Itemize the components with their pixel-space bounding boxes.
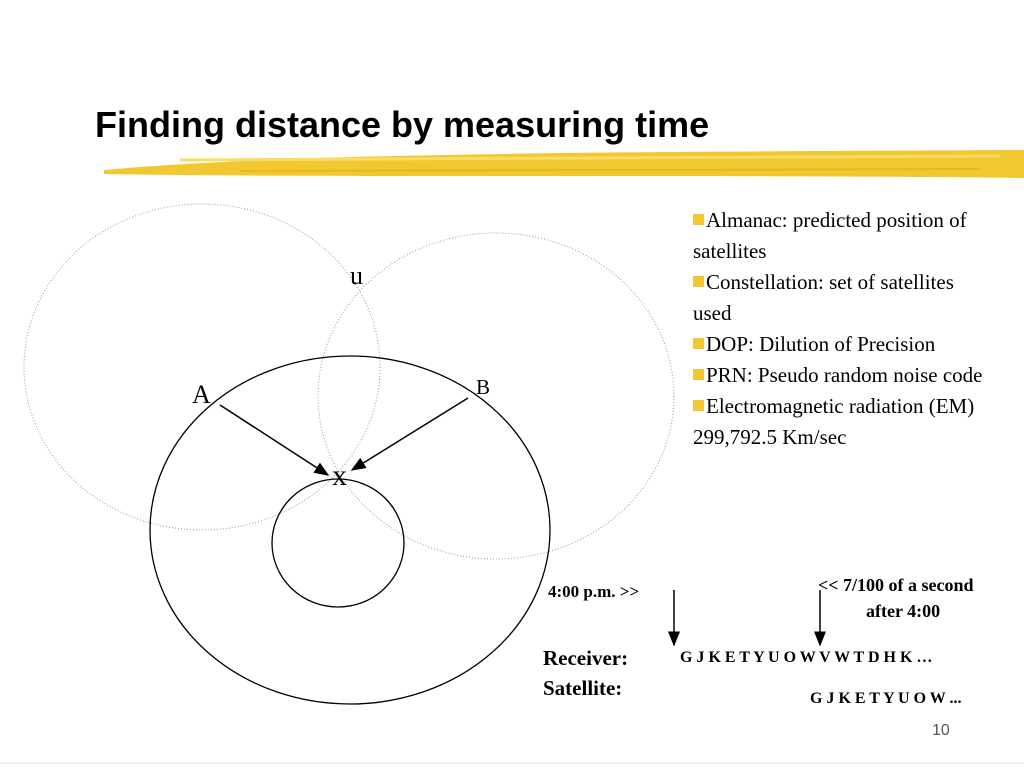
start-time-label: 4:00 p.m. >> [548, 582, 640, 601]
satellite-label: Satellite: [543, 676, 623, 700]
bullet-em: Electromagnetic radiation (EM) 299,792.5 Km/sec [693, 394, 975, 449]
arrow-b-to-x [352, 398, 468, 470]
label-b: B [476, 375, 491, 399]
bullet-square-icon [693, 338, 704, 349]
bullet-square-icon [693, 369, 704, 380]
label-u: u [350, 261, 363, 290]
label-a: A [192, 380, 211, 409]
bullet-square-icon [693, 214, 704, 225]
bullet-almanac: Almanac: predicted position of satellites [693, 208, 967, 263]
bullet-dop: DOP: Dilution of Precision [693, 329, 993, 360]
satellite-code: G J K E T Y U O W ... [810, 690, 962, 707]
slide-title: Finding distance by measuring time [95, 104, 710, 145]
label-x: x [332, 459, 347, 492]
footer-divider [0, 762, 1024, 764]
range-circle-b [318, 233, 674, 559]
arrow-a-to-x [220, 405, 328, 475]
bullet-square-icon [693, 276, 704, 287]
inner-circle [272, 479, 404, 607]
bullet-square-icon [693, 400, 704, 411]
definitions-list [693, 205, 993, 453]
offset-label-line1: << 7/100 of a second [818, 575, 974, 595]
offset-label-line2: after 4:00 [866, 601, 941, 621]
receiver-label: Receiver: [543, 646, 629, 670]
bullet-prn: PRN: Pseudo random noise code [693, 360, 993, 391]
slide-number: 10 [932, 722, 950, 739]
range-circle-a [24, 204, 380, 530]
receiver-code: G J K E T Y U O W V W T D H K … [680, 649, 933, 666]
bullet-constellation: Constellation: set of satellites used [693, 270, 954, 325]
